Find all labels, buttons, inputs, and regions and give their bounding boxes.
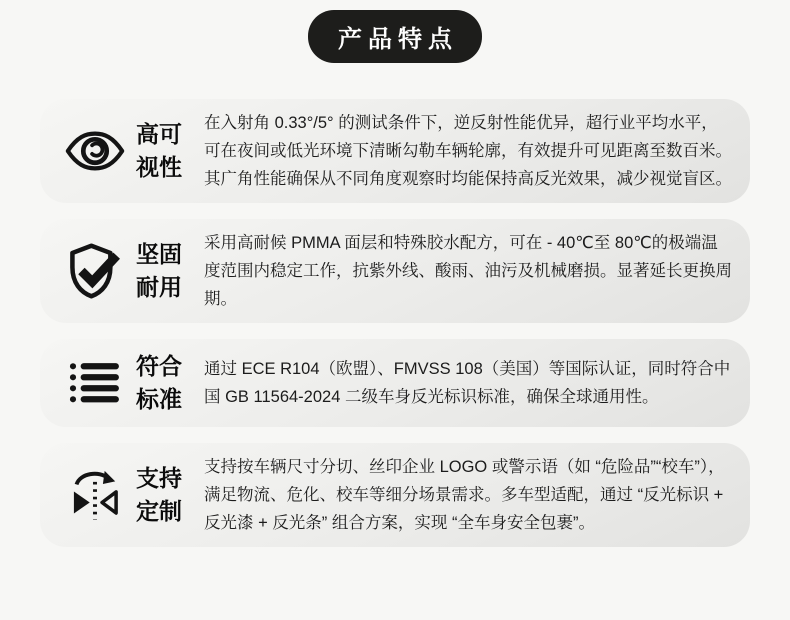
feature-card-list [40,99,750,547]
section-title-badge: 产品特点 [308,10,482,63]
feature-card-customization [40,443,750,547]
feature-card-standards [40,339,750,427]
feature-card-visibility [40,99,750,203]
flip-mirror-icon [54,469,136,521]
shield-check-icon [54,242,136,300]
feature-title: 高可视性 [136,121,182,180]
feature-title: 坚固耐用 [136,241,182,300]
checklist-icon [54,361,136,405]
feature-title: 支持定制 [136,465,182,524]
feature-description: 采用高耐候 PMMA 面层和特殊胶水配方，可在 - 40℃至 80℃的极端温度范围内稳定工作，抗紫外线、酸雨、油污及机械磨损。显著延长更换周期。 [204,234,732,308]
feature-title: 符合标准 [136,353,182,412]
feature-card-durability [40,219,750,323]
feature-description: 通过 ECE R104（欧盟）、FMVSS 108（美国）等国际认证，同时符合中国 GB 11564-2024 二级车身反光标识标准，确保全球通用性。 [204,360,731,406]
feature-description: 在入射角 0.33°/5° 的测试条件下，逆反射性能优异，超行业平均水平，可在夜间或低光环境下清晰勾勒车辆轮廓，有效提升可见距离至数百米。其广角性能确保从不同角度观察时均能保持高反光效果，减少视觉盲区。 [204,114,732,188]
feature-description: 支持按车辆尺寸分切、丝印企业 LOGO 或警示语（如 “危险品”“校车”），满足物流、危化、校车等细分场景需求。多车型适配，通过 “反光标识 + 反光漆 + 反光条” 组合方案，实现 “全车身安全包裹”。 [204,458,725,532]
eye-icon [54,130,136,172]
